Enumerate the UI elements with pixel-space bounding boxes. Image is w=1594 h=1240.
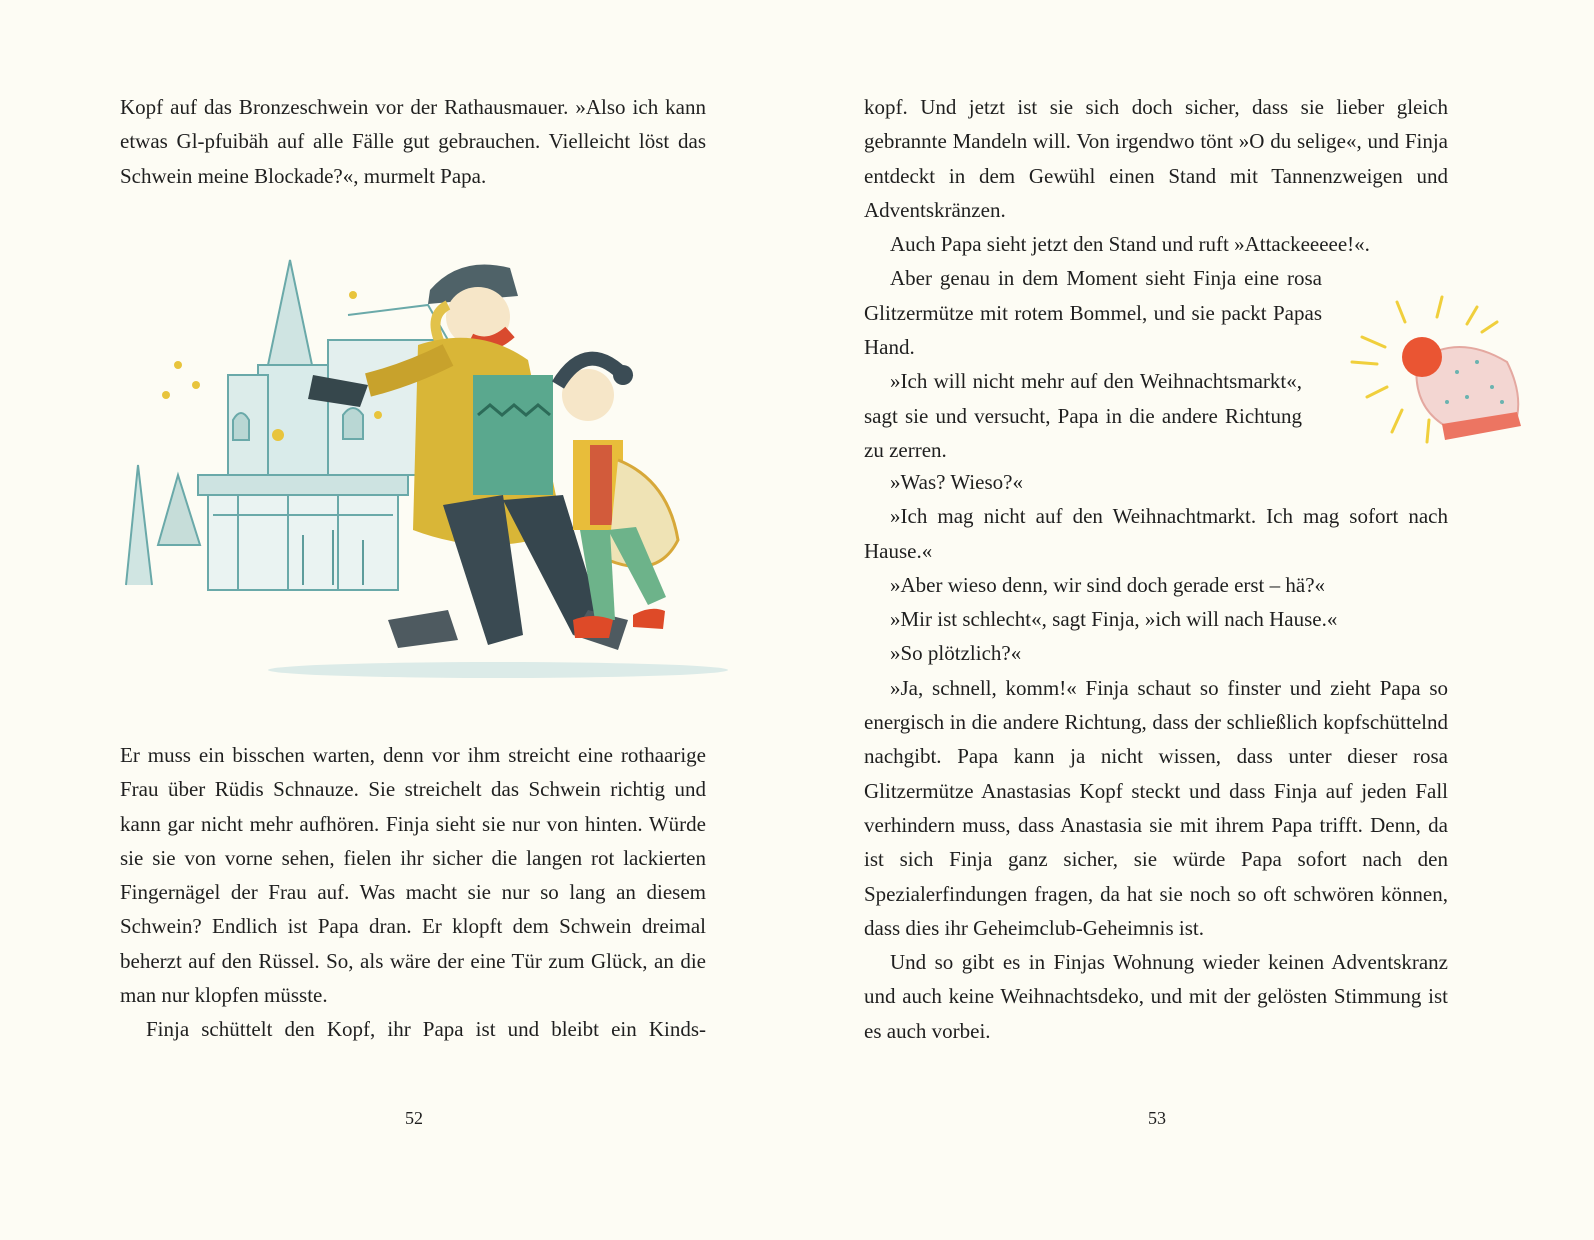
- paragraph: Finja schüttelt den Kopf, ihr Papa ist und bleibt ein Kinds-: [146, 1017, 706, 1042]
- page-number: 52: [405, 1108, 423, 1128]
- left-text-bottom: [120, 738, 706, 1047]
- paragraph: Er muss ein bisschen warten, denn vor ihm streicht eine rothaarige Frau über Rüdis Schnauze. Sie streichelt das Schwein richtig und kann gar nicht mehr aufhören. Finja sieht sie nur von hinten. Würde sie sie von vorne sehen, fielen ihr sicher die langen rot lackierten Fingernägel der Frau auf. Was macht sie nur so lang an diesem Schwein? Endlich ist Papa dran. Er klopft dem Schwein dreimal beherzt auf den Rüssel. So, als wäre der eine Tür zum Glück, an die man nur klopfen müsste.: [120, 743, 706, 1008]
- pink-glitter-hat-illustration: [1347, 292, 1527, 452]
- paragraph: »Aber wieso denn, wir sind doch gerade erst – hä?«: [890, 572, 1326, 597]
- paragraph: Und so gibt es in Finjas Wohnung wieder keinen Adventskranz und auch keine Weihnachtsdeko, und mit der gelösten Stimmung ist es auch vorbei.: [864, 950, 1448, 1043]
- right-page: [797, 0, 1594, 1240]
- page-number: 53: [1148, 1108, 1166, 1128]
- papa-finja-market-illustration: [118, 245, 748, 685]
- paragraph: »Ja, schnell, komm!« Finja schaut so finster und zieht Papa so energisch in die andere Richtung, dass der schließlich kopfschüttelnd nachgibt. Papa kann ja nicht wissen, dass unter dieser rosa Glitzermütze Anastasias Kopf steckt und dass Finja auf jeden Fall verhindern muss, dass Anastasia sie mit ihrem Papa trifft. Denn, da ist sich Finja ganz sicher, sie würde Papa sofort nach den Spezialerfindungen fragen, da hat sie noch so oft schwören können, dass dies ihr Geheimclub-Geheimnis ist.: [864, 675, 1448, 940]
- paragraph: »Ich will nicht mehr auf den Weihnachtsmarkt«, sagt sie und versucht, Papa in die andere Richtung zu zerren.: [864, 369, 1302, 462]
- paragraph: Auch Papa sieht jetzt den Stand und ruft »Attackeeeee!«.: [890, 232, 1370, 257]
- left-text-top: [120, 90, 706, 193]
- paragraph: »Ich mag nicht auf den Weihnachtmarkt. Ich mag sofort nach Hause.«: [864, 504, 1448, 563]
- paragraph: Aber genau in dem Moment sieht Finja eine rosa Glitzermütze mit rotem Bommel, und sie packt Papas Hand.: [864, 266, 1322, 360]
- ground-shadow: [268, 662, 728, 678]
- paragraph: kopf. Und jetzt ist sie sich doch sicher, dass sie lieber gleich gebrannte Mandeln will. Von irgendwo tönt »O du selige«, und Finja entdeckt in dem Gewühl einen Stand mit Tannenzweigen und Adventskränzen.: [864, 95, 1448, 222]
- paragraph: Kopf auf das Bronzeschwein vor der Rathausmauer. »Also ich kann etwas Gl-pfuibäh auf alle Fälle gut gebrauchen. Vielleicht löst das Schwein meine Blockade?«, murmelt Papa.: [120, 95, 706, 188]
- paragraph: »Mir ist schlecht«, sagt Finja, »ich will nach Hause.«: [890, 607, 1338, 632]
- paragraph: »Was? Wieso?«: [890, 470, 1023, 494]
- paragraph: »So plötzlich?«: [890, 641, 1022, 666]
- right-text-bottom: [864, 465, 1448, 1048]
- market-background-drawing: [126, 260, 448, 590]
